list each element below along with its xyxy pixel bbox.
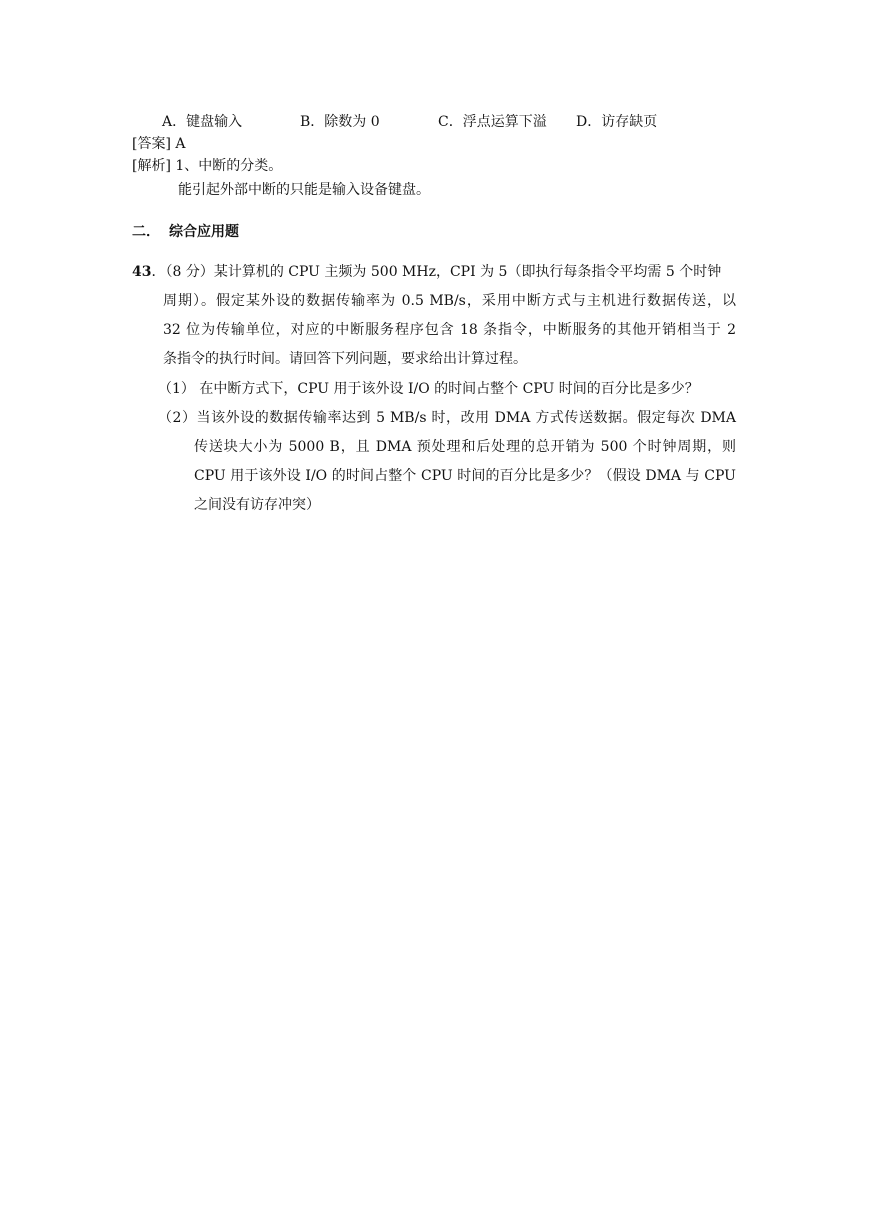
analysis-line-1: [解析] 1、中断的分类。 [132,158,283,174]
sub-question-2-line-3: CPU 用于该外设 I/O 的时间占整个 CPU 时间的百分比是多少？（假设 DMA 与 CPU [194,468,736,484]
question-43-line-1 [132,262,721,282]
question-43-line-4: 条指令的执行时间。请回答下列问题，要求给出计算过程。 [163,351,527,367]
option-a: A．键盘输入 [162,114,243,130]
option-d: D．访存缺页 [576,114,658,130]
sub-question-1: （1） 在中断方式下，CPU 用于该外设 I/O 的时间占整个 CPU 时间的百分比是多少？ [158,381,699,397]
sub-question-2-line-4: 之间没有访存冲突） [194,497,320,513]
question-43-text-1: ．（8 分）某计算机的 CPU 主频为 500 MHz，CPI 为 5（即执行每条指令平均需 5 个时钟 [151,264,722,280]
section-number: 二． [132,224,160,240]
answer-line: [答案] A [132,136,186,152]
question-43-line-3: 32 位为传输单位，对应的中断服务程序包含 18 条指令，中断服务的其他开销相当于 2 [163,322,736,338]
question-number: 43 [132,264,152,280]
option-c: C．浮点运算下溢 [438,114,547,130]
question-43-line-2: 周期）。假定某外设的数据传输率为 0.5 MB/s，采用中断方式与主机进行数据传送，以 [163,293,736,309]
option-b: B．除数为 0 [300,114,380,130]
analysis-line-2: 能引起外部中断的只能是输入设备键盘。 [178,182,430,198]
sub-question-2-line-2: 传送块大小为 5000 B，且 DMA 预处理和后处理的总开销为 500 个时钟周期，则 [194,439,736,455]
section-title: 综合应用题 [169,224,239,240]
sub-question-2-line-1: （2）当该外设的数据传输率达到 5 MB/s 时，改用 DMA 方式传送数据。假定每次 DMA [158,410,736,426]
